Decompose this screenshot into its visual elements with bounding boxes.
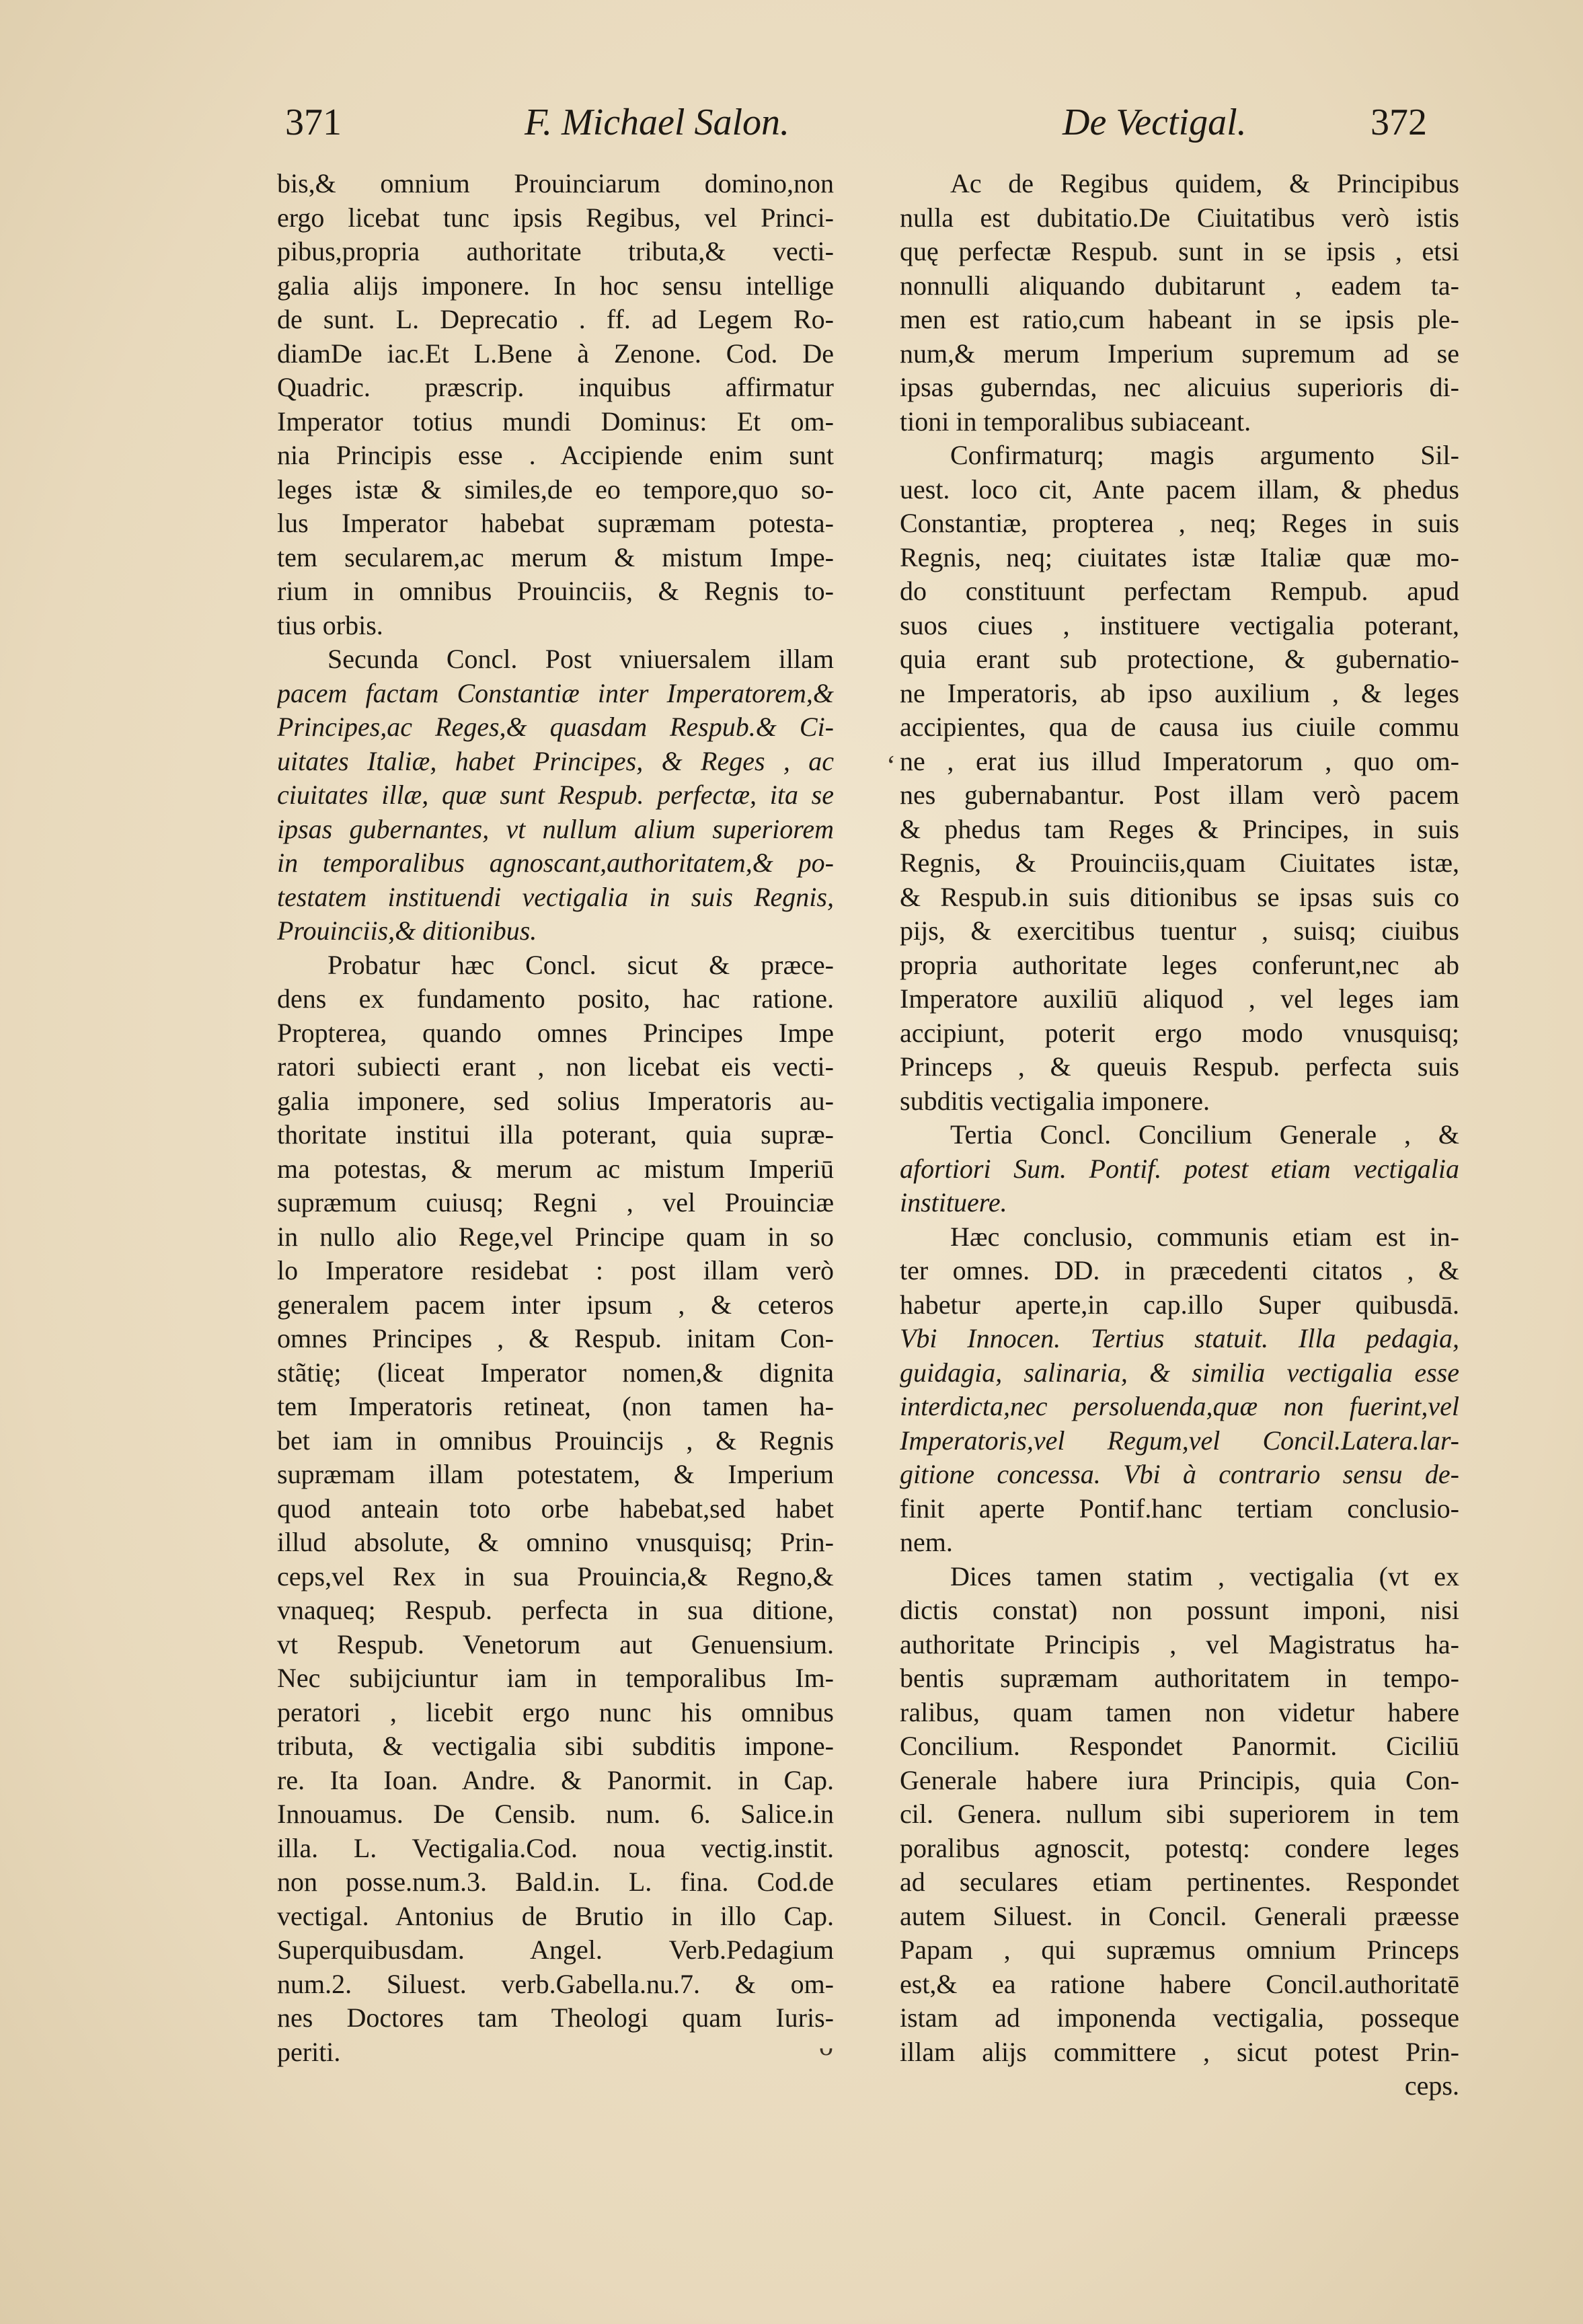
text-line: Innouamus. De Censib. num. 6. Salice.in: [277, 1799, 834, 1829]
text-line: supræmum cuiusq; Regni , vel Prouinciæ: [277, 1187, 834, 1217]
text-line: Secunda Concl. Post vniuersalem illam: [327, 644, 834, 674]
text-line: Tertia Concl. Concilium Generale , &: [950, 1119, 1459, 1150]
text-line: illam alijs committere , sicut potest Prin-: [900, 2036, 1459, 2067]
text-line: nes Doctores tam Theologi quam Iuris-: [277, 2002, 834, 2033]
text-line: re. Ita Ioan. Andre. & Panormit. in Cap.: [277, 1764, 834, 1795]
text-line: tributa, & vectigalia sibi subditis impone-: [277, 1731, 834, 1761]
running-head-left: F. Michael Salon.: [525, 102, 790, 143]
text-line: periti.: [277, 2036, 341, 2067]
text-line: Imperatore auxiliū aliquod , vel leges iam: [900, 983, 1459, 1014]
text-line: ratori subiecti erant , non licebat eis vecti-: [277, 1051, 834, 1082]
text-line: poralibus agnoscit, potestq: condere leges: [900, 1832, 1459, 1863]
text-line: tius orbis.: [277, 609, 383, 640]
text-line: Nec subijciuntur iam in temporalibus Im-: [277, 1663, 834, 1693]
text-line: Dices tamen statim , vectigalia (vt ex: [950, 1561, 1459, 1591]
text-line: thoritate institui illa poterant, quia supræ-: [277, 1119, 834, 1150]
text-line: do constituunt perfectam Rempub. apud: [900, 576, 1459, 606]
text-line: de sunt. L. Deprecatio . ff. ad Legem Ro-: [277, 304, 834, 334]
text-line: tem Imperatoris retineat, (non tamen ha-: [277, 1391, 834, 1421]
page-header: [0, 101, 1583, 155]
text-line: Imperator totius mundi Dominus: Et om-: [277, 406, 834, 437]
text-line: Hæc conclusio, communis etiam est in-: [950, 1221, 1459, 1252]
text-line: Confirmaturq; magis argumento Sil-: [950, 440, 1459, 470]
text-line: men est ratio,cum habeant in se ipsis ple-: [900, 304, 1459, 334]
text-line: autem Siluest. in Concil. Generali præesse: [900, 1900, 1459, 1931]
text-line: leges istæ & similes,de eo tempore,quo so-: [277, 474, 834, 504]
text-line: nulla est dubitatio.De Ciuitatibus verò istis: [900, 202, 1459, 233]
text-line: diamDe iac.Et L.Bene à Zenone. Cod. De: [277, 338, 834, 369]
text-line: pibus,propria authoritate tributa,& vecti-: [277, 236, 834, 266]
text-line: generalem pacem inter ipsum , & ceteros: [277, 1289, 834, 1320]
text-line: testatem instituendi vectigalia in suis Regnis,: [277, 881, 834, 912]
text-line: Quadric. præscrip. inquibus affirmatur: [277, 372, 834, 402]
text-line: quia erant sub protectione, & gubernatio-: [900, 644, 1459, 674]
page-number-right: 372: [1370, 102, 1427, 143]
text-line: bentis supræmam authoritatem in tempo-: [900, 1663, 1459, 1693]
text-line: accipientes, qua de causa ius ciuile commu: [900, 712, 1459, 742]
text-line: non posse.num.3. Bald.in. L. fina. Cod.de: [277, 1867, 834, 1897]
text-line: uitates Italiæ, habet Principes, & Reges , ac: [277, 745, 834, 776]
text-line: authoritate Principis , vel Magistratus ha-: [900, 1628, 1459, 1659]
running-head-right: De Vectigal.: [1063, 102, 1247, 143]
text-line: pijs, & exercitibus tuentur , suisq; ciuibus: [900, 915, 1459, 946]
text-line: ciuitates illæ, quæ sunt Respub. perfectæ, ita se: [277, 780, 834, 810]
text-line: Vbi Innocen. Tertius statuit. Illa pedagia,: [900, 1323, 1459, 1353]
text-line: in nullo alio Rege,vel Principe quam in so: [277, 1221, 834, 1252]
text-line: num.2. Siluest. verb.Gabella.nu.7. & om-: [277, 1968, 834, 1999]
text-line: Principes,ac Reges,& quasdam Respub.& Ci-: [277, 712, 834, 742]
text-line: ralibus, quam tamen non videtur habere: [900, 1696, 1459, 1727]
text-line: dens ex fundamento posito, hac ratione.: [277, 983, 834, 1014]
text-line: nes gubernabantur. Post illam verò pacem: [900, 780, 1459, 810]
text-line: uest. loco cit, Ante pacem illam, & phedus: [900, 474, 1459, 504]
text-line: ma potestas, & merum ac mistum Imperiū: [277, 1153, 834, 1184]
text-line: Probatur hæc Concl. sicut & præce-: [327, 949, 834, 980]
text-line: illa. L. Vectigalia.Cod. noua vectig.instit.: [277, 1832, 834, 1863]
text-line: peratori , licebit ergo nunc his omnibus: [277, 1696, 834, 1727]
text-line: in temporalibus agnoscant,authoritatem,& po-: [277, 848, 834, 878]
text-line: instituere.: [900, 1187, 1007, 1217]
text-line: cil. Genera. nullum sibi superiorem in tem: [900, 1799, 1459, 1829]
text-line: quę perfectæ Respub. sunt in se ipsis , etsi: [900, 236, 1459, 266]
text-line: habetur aperte,in cap.illo Super quibusdā.: [900, 1289, 1459, 1320]
text-line: Imperatoris,vel Regum,vel Concil.Latera.lar-: [900, 1425, 1459, 1456]
text-line: bet iam in omnibus Prouincijs , & Regnis: [277, 1425, 834, 1456]
text-line: ipsas guberndas, nec alicuius superioris di-: [900, 372, 1459, 402]
text-line: rium in omnibus Prouinciis, & Regnis to-: [277, 576, 834, 606]
text-line: ergo licebat tunc ipsis Regibus, vel Princi-: [277, 202, 834, 233]
text-line: & phedus tam Reges & Principes, in suis: [900, 813, 1459, 844]
text-line: Concilium. Respondet Panormit. Ciciliū: [900, 1731, 1459, 1761]
text-line: lo Imperatore residebat : post illam verò: [277, 1255, 834, 1285]
text-line: lus Imperator habebat supræmam potesta-: [277, 508, 834, 538]
text-line: Propterea, quando omnes Principes Impe: [277, 1017, 834, 1048]
text-line: quod anteain toto orbe habebat,sed habet: [277, 1493, 834, 1524]
text-line: Generale habere iura Principis, quia Con-: [900, 1764, 1459, 1795]
text-line: galia imponere, sed solius Imperatoris au-: [277, 1085, 834, 1116]
catchword-mark: ᴗ: [819, 2031, 833, 2062]
text-line: ad seculares etiam pertinentes. Respondet: [900, 1867, 1459, 1897]
text-line: subditis vectigalia imponere.: [900, 1085, 1210, 1116]
text-line: Princeps , & queuis Respub. perfecta suis: [900, 1051, 1459, 1082]
text-line: illud absolute, & omnino vnusquisq; Prin-: [277, 1527, 834, 1557]
margin-mark: ‘: [886, 751, 896, 782]
page-number-left: 371: [285, 102, 342, 143]
left-column-text: [277, 167, 834, 2069]
text-line: galia alijs imponere. In hoc sensu intellige: [277, 270, 834, 301]
text-line: ne Imperatoris, ab ipso auxilium , & leges: [900, 677, 1459, 708]
text-line: num,& merum Imperium supremum ad se: [900, 338, 1459, 369]
text-line: propria authoritate leges conferunt,nec ab: [900, 949, 1459, 980]
text-line: ceps.: [1404, 2070, 1459, 2101]
text-line: vt Respub. Venetorum aut Genuensium.: [277, 1628, 834, 1659]
text-line: istam ad imponenda vectigalia, posseque: [900, 2002, 1459, 2033]
text-line: stãtię; (liceat Imperator nomen,& dignita: [277, 1357, 834, 1388]
text-line: finit aperte Pontif.hanc tertiam conclusio-: [900, 1493, 1459, 1524]
text-line: Prouinciis,& ditionibus.: [277, 915, 537, 946]
text-line: Ac de Regibus quidem, & Principibus: [950, 168, 1459, 198]
text-line: ter omnes. DD. in præcedenti citatos , &: [900, 1255, 1459, 1285]
text-line: & Respub.in suis ditionibus se ipsas suis co: [900, 881, 1459, 912]
text-line: ceps,vel Rex in sua Prouincia,& Regno,&: [277, 1561, 834, 1591]
text-line: nem.: [900, 1527, 953, 1557]
text-line: bis,& omnium Prouinciarum domino,non: [277, 168, 834, 198]
text-line: Superquibusdam. Angel. Verb.Pedagium: [277, 1935, 834, 1965]
text-line: interdicta,nec persoluenda,quæ non fuerint,vel: [900, 1391, 1459, 1421]
text-line: guidagia, salinaria, & similia vectigalia esse: [900, 1357, 1459, 1388]
text-line: supræmam illam potestatem, & Imperium: [277, 1459, 834, 1489]
text-line: ipsas gubernantes, vt nullum alium superiorem: [277, 813, 834, 844]
text-line: vnaqueq; Respub. perfecta in sua ditione,: [277, 1595, 834, 1625]
right-column-text: [900, 167, 1459, 2103]
text-line: dictis constat) non possunt imponi, nisi: [900, 1595, 1459, 1625]
text-line: est,& ea ratione habere Concil.authoritatē: [900, 1968, 1459, 1999]
text-line: vectigal. Antonius de Brutio in illo Cap.: [277, 1900, 834, 1931]
text-line: omnes Principes , & Respub. initam Con-: [277, 1323, 834, 1353]
text-line: ne , erat ius illud Imperatorum , quo om-: [900, 745, 1459, 776]
text-line: nonnulli aliquando dubitarunt , eadem ta-: [900, 270, 1459, 301]
text-line: pacem factam Constantiæ inter Imperatorem,&: [277, 677, 834, 708]
text-line: Regnis, neq; ciuitates istæ Italiæ quæ mo-: [900, 541, 1459, 572]
text-line: Papam , qui supræmus omnium Princeps: [900, 1935, 1459, 1965]
text-line: afortiori Sum. Pontif. potest etiam vectigalia: [900, 1153, 1459, 1184]
text-line: tioni in temporalibus subiaceant.: [900, 406, 1251, 437]
text-line: gitione concessa. Vbi à contrario sensu de-: [900, 1459, 1459, 1489]
text-line: Regnis, & Prouinciis,quam Ciuitates istæ,: [900, 848, 1459, 878]
text-line: tem secularem,ac merum & mistum Impe-: [277, 541, 834, 572]
text-line: accipiunt, poterit ergo modo vnusquisq;: [900, 1017, 1459, 1048]
text-line: nia Principis esse . Accipiende enim sunt: [277, 440, 834, 470]
text-line: suos ciues , instituere vectigalia poterant,: [900, 609, 1459, 640]
text-line: Constantiæ, propterea , neq; Reges in suis: [900, 508, 1459, 538]
